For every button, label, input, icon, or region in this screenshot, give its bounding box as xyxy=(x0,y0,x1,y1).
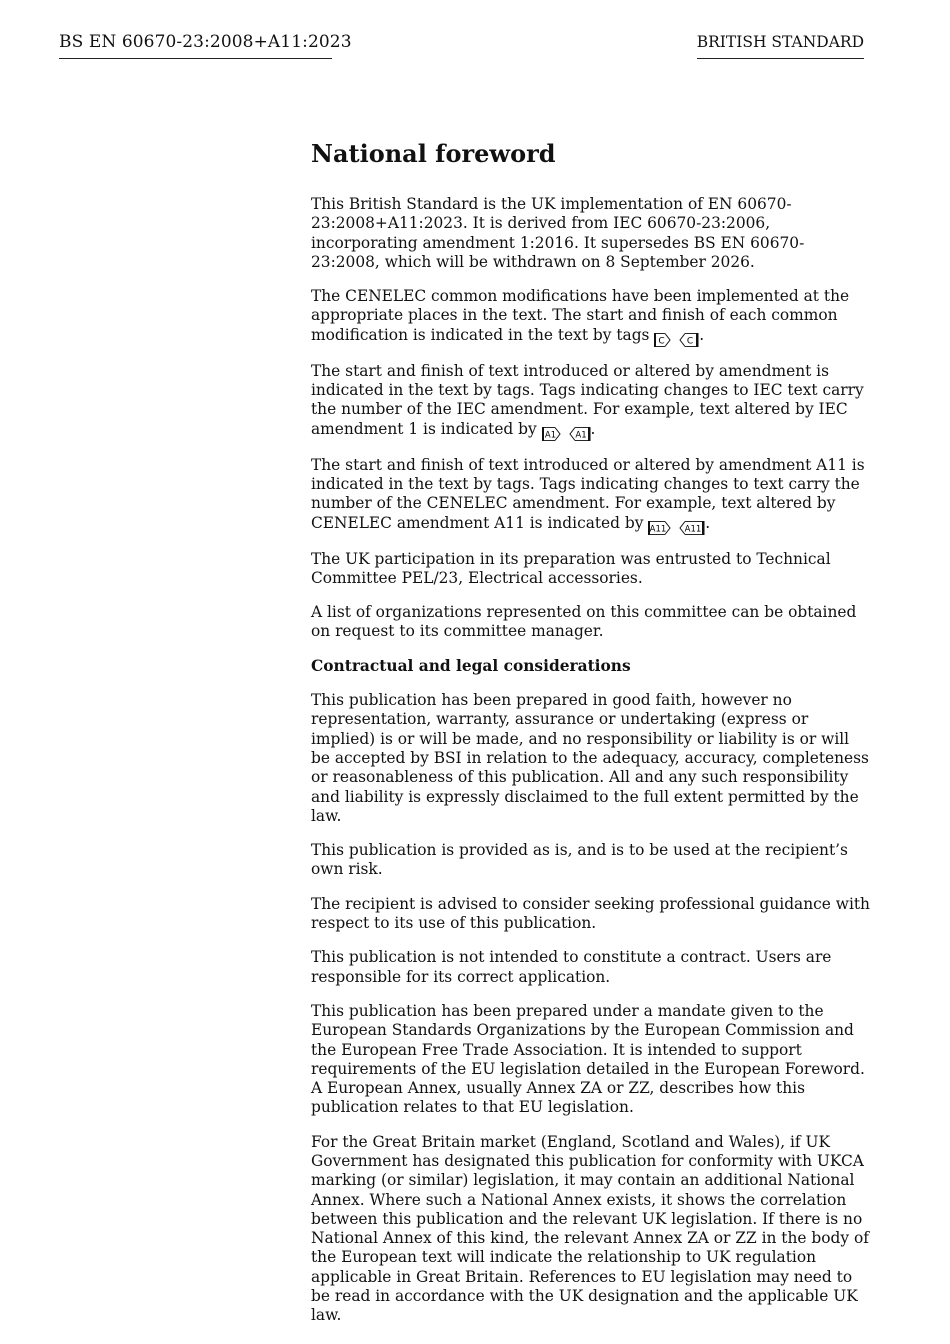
section-heading-contractual: Contractual and legal considerations xyxy=(311,656,631,675)
foreword-content xyxy=(311,138,871,1341)
paragraph-not-contract: This publication is not intended to constitute a contract. Users are responsible for its correct application. xyxy=(311,948,832,986)
document-identifier: BS EN 60670-23:2008+A11:2023 xyxy=(59,31,332,59)
end-tag-c-icon xyxy=(679,333,699,347)
paragraph-mandate: This publication has been prepared under a mandate given to the European Standards Organizations by the European Commission and the European Free Trade Association. It is intended to support requirements of the EU legislation detailed in the European Foreword. A European Annex, usually Annex ZA or ZZ, describes how this publication relates to that EU legislation. xyxy=(311,1001,865,1117)
paragraph-professional-guidance: The recipient is advised to consider seeking professional guidance with respect to its use of this publication. xyxy=(311,894,870,933)
end-tag-a11-icon xyxy=(679,521,705,535)
tag-label: A11 xyxy=(684,524,702,535)
paragraph-text: The start and finish of text introduced or altered by amendment is indicated in the text by tags. Tags indicating changes to IEC text carry the number of the IEC amendment. For example, text altered by IEC amendment 1 is indicated by xyxy=(311,361,864,438)
paragraph-text: The CENELEC common modifications have been implemented at the appropriate places in the text. The start and finish of each common modification is indicated in the text by tags xyxy=(311,287,850,344)
end-tag-a1-icon xyxy=(569,427,591,441)
paragraph-text: The start and finish of text introduced or altered by amendment A11 is indicated in the text by tags. Tags indicating changes to text carry the number of the CENELEC amendment. For example, text altered by CENELEC amendment A11 is indicated by xyxy=(311,455,865,532)
page-title: National foreword xyxy=(311,139,556,168)
paragraph-common-modifications: The CENELEC common modifications have been implemented at the appropriate places in the text. The start and finish of each common modification is indicated in the text by tags C C . xyxy=(311,287,850,347)
tag-label: A1 xyxy=(574,430,587,441)
tag-label: C xyxy=(658,336,666,347)
start-tag-a1-icon xyxy=(542,427,564,441)
paragraph-uk-participation: The UK participation in its preparation was entrusted to Technical Committee PEL/23, Electrical accessories. xyxy=(311,549,831,587)
paragraph-great-britain-market: For the Great Britain market (England, Scotland and Wales), if UK Government has designated this publication for conformity with UKCA marking (or similar) legislation, it may contain an additional National Annex. Where such a National Annex exists, it shows the correlation between this publication and the relevant UK legislation. If there is no National Annex of this kind, the relevant Annex ZA or ZZ in the body of the European text will indicate the relationship to UK regulation applicable in Great Britain. References to EU legislation may need to be read in accordance with the UK designation and the applicable UK law. xyxy=(311,1132,869,1325)
paragraph-own-risk: This publication is provided as is, and is to be used at the recipient’s own risk. xyxy=(311,841,848,879)
document-type-label: BRITISH STANDARD xyxy=(697,31,864,59)
start-tag-c-icon xyxy=(654,333,674,347)
paragraph-iec-amendment-tags: The start and finish of text introduced or altered by amendment is indicated in the text by tags. Tags indicating changes to IEC text carry the number of the IEC amendment. For example, text altered by IEC amendment 1 is indicated by A1 A1 . xyxy=(311,361,864,441)
paragraph-implementation: This British Standard is the UK implementation of EN 60670-23:2008+A11:2023. It is derived from IEC 60670-23:2006, incorporating amendment 1:2016. It supersedes BS EN 60670-23:2008, which will be withdrawn on 8 September 2026. xyxy=(311,195,805,271)
tag-label: A1 xyxy=(544,430,556,441)
tag-label: C xyxy=(687,336,694,347)
paragraph-committee-list: A list of organizations represented on this committee can be obtained on request to its committee manager. xyxy=(311,603,857,641)
tag-label: A11 xyxy=(650,524,667,535)
paragraph-good-faith: This publication has been prepared in good faith, however no representation, warranty, assurance or undertaking (express or implied) is or will be made, and no responsibility or liability is or will be accepted by BSI in relation to the adequacy, accuracy, completeness or reasonableness of this publication. All and any such responsibility and liability is expressly disclaimed to the full extent permitted by the law. xyxy=(311,691,869,825)
start-tag-a11-icon xyxy=(648,521,674,535)
paragraph-cenelec-amendment-tags: The start and finish of text introduced or altered by amendment A11 is indicated in the text by tags. Tags indicating changes to text carry the number of the CENELEC amendment. For example, text altered by CENELEC amendment A11 is indicated by A11 A11 . xyxy=(311,455,865,535)
